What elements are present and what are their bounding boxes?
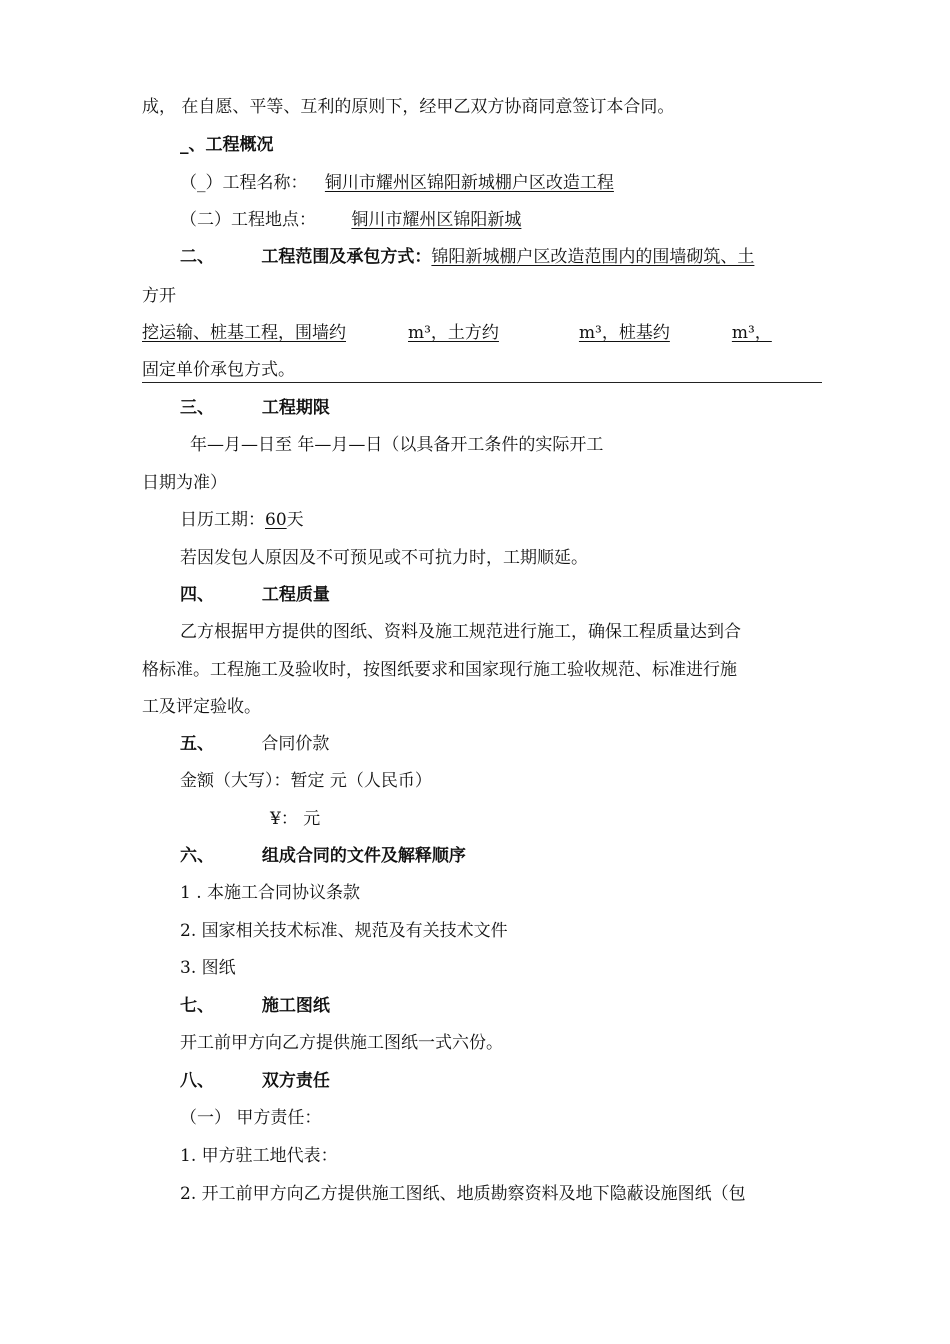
section-5-heading (180, 733, 329, 755)
section-4-number: 四、 (180, 585, 214, 605)
period-line-1: 年—月—日至 年—月—日（以具备开工条件的实际开工 (190, 435, 604, 455)
quality-line-3: 工及评定验收。 (142, 697, 261, 717)
delay-clause: 若因发包人原因及不可预见或不可抗力时，工期顺延。 (180, 548, 588, 568)
period-line-2: 日期为准） (142, 473, 227, 493)
doc-list-item-1: 1 . 本施工合同协议条款 (180, 883, 361, 903)
project-place-value: 铜川市耀州区锦阳新城 (351, 210, 522, 230)
project-place-label: （二）工程地点： (180, 210, 316, 230)
scope-line-2: 方开 (142, 286, 176, 306)
section-4-title: 工程质量 (261, 585, 330, 605)
scope-line-3 (142, 322, 794, 344)
calendar-days-label: 日历工期： (180, 510, 265, 530)
section-8-number: 八、 (180, 1071, 214, 1091)
yen-amount: ¥： 元 (270, 809, 321, 829)
section-1-title: 工程概况 (205, 135, 274, 155)
section-7-heading (180, 995, 330, 1017)
section-3-title: 工程期限 (261, 398, 330, 418)
section-6-title: 组成合同的文件及解释顺序 (261, 846, 466, 866)
section-1-heading (180, 134, 274, 156)
project-name-value: 铜川市耀州区锦阳新城棚户区改造工程 (324, 173, 614, 193)
project-place-row (180, 209, 521, 231)
calendar-days-row (180, 509, 304, 531)
scope-line-4: 固定单价承包方式。 (142, 360, 295, 380)
section-8-title: 双方责任 (261, 1071, 330, 1091)
amount-text: 金额（大写）：暂定 元（人民币） (180, 771, 432, 791)
calendar-days-value: 60 (265, 510, 287, 530)
section-2-number: 二、 (180, 247, 214, 267)
section-2-title: 工程范围及承包方式： (261, 247, 432, 267)
section-7-title: 施工图纸 (261, 996, 330, 1016)
doc-list-item-3: 3. 图纸 (180, 958, 236, 978)
unit-wall: m³，土方约 (408, 323, 499, 343)
section-6-number: 六、 (180, 846, 214, 866)
section-7-number: 七、 (180, 996, 214, 1016)
section-5-number: 五、 (180, 734, 214, 754)
scope-line-1: 锦阳新城棚户区改造范围内的围墙砌筑、土 (431, 247, 755, 267)
intro-text: 成， 在自愿、平等、互利的原则下，经甲乙双方协商同意签订本合同。 (142, 97, 675, 117)
project-name-label: （_）工程名称： (180, 173, 308, 193)
unit-earth: m³，桩基约 (578, 323, 670, 343)
section-3-heading (180, 397, 330, 419)
party-a-subheading: （一） 甲方责任： (180, 1108, 322, 1128)
quality-line-1: 乙方根据甲方提供的图纸、资料及施工规范进行施工，确保工程质量达到合 (180, 622, 741, 642)
party-a-item-2: 2. 开工前甲方向乙方提供施工图纸、地质勘察资料及地下隐蔽设施图纸（包 (180, 1184, 746, 1204)
party-a-item-1: 1. 甲方驻工地代表： (180, 1146, 338, 1166)
section-6-heading (180, 845, 466, 867)
project-name-row (180, 172, 614, 194)
drawings-text: 开工前甲方向乙方提供施工图纸一式六份。 (180, 1033, 503, 1053)
quality-line-2: 格标准。工程施工及验收时，按图纸要求和国家现行施工验收规范、标准进行施 (142, 660, 737, 680)
section-8-heading (180, 1070, 330, 1092)
section-4-heading (180, 584, 330, 606)
scope-line-3-text: 挖运输、桩基工程，围墙约 (142, 323, 346, 343)
calendar-days-unit: 天 (286, 510, 304, 530)
divider-line (142, 382, 822, 383)
section-2-row (180, 246, 754, 268)
section-3-number: 三、 (180, 398, 214, 418)
unit-pile: m³， (731, 323, 772, 343)
section-1-number: _、 (180, 135, 206, 155)
doc-list-item-2: 2. 国家相关技术标准、规范及有关技术文件 (180, 921, 508, 941)
section-5-title: 合同价款 (261, 734, 330, 754)
